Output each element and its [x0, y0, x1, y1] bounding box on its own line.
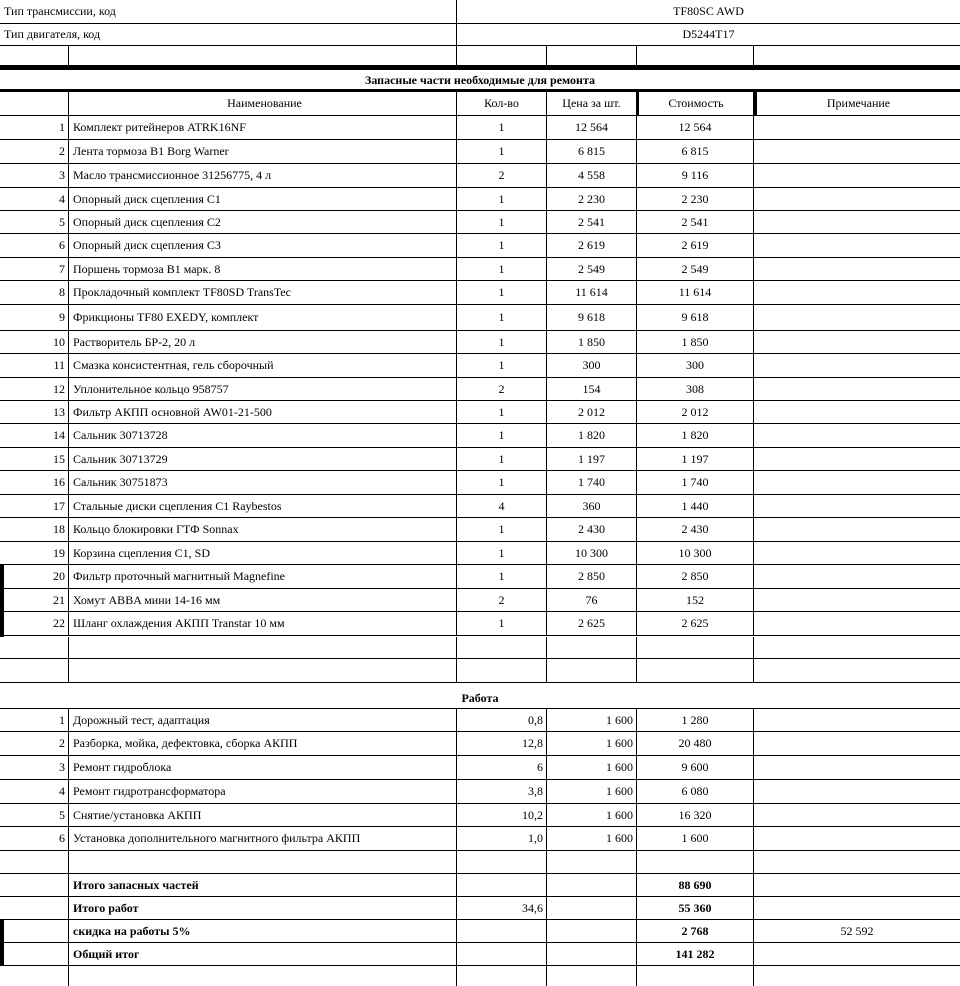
engine-row [0, 24, 960, 46]
row-cost: 12 564 [637, 116, 754, 139]
row-qty: 1 [457, 565, 547, 588]
row-note [754, 756, 960, 779]
row-number: 20 [0, 565, 69, 588]
empty-cell [547, 46, 637, 65]
empty-cell [0, 897, 69, 919]
row-number: 9 [0, 305, 69, 330]
row-qty: 6 [457, 756, 547, 779]
engine-label: Тип двигателя, код [0, 24, 457, 45]
discount-note: 52 592 [840, 923, 874, 938]
row-note [754, 612, 960, 635]
row-cost: 9 618 [637, 305, 754, 330]
total-parts-label: Итого запасных частей [69, 874, 457, 896]
row-qty: 1 [457, 234, 547, 257]
transmission-row [0, 0, 960, 24]
empty-cell [457, 851, 547, 873]
row-name: Лента тормоза В1 Borg Warner [69, 140, 457, 163]
empty-cell [547, 920, 637, 942]
row-number: 2 [0, 732, 69, 755]
row-price: 2 625 [547, 612, 637, 635]
row-cost: 16 320 [637, 804, 754, 826]
row-name: Установка дополнительного магнитного фильтра АКПП [69, 827, 457, 850]
row-price: 1 850 [547, 331, 637, 353]
row-name: Шланг охлаждения АКПП Transtar 10 мм [69, 612, 457, 635]
total-parts-value: 88 690 [637, 874, 754, 896]
row-note [754, 211, 960, 233]
row-cost: 9 116 [637, 164, 754, 187]
row-note [754, 331, 960, 353]
row-number: 15 [0, 448, 69, 470]
row-qty: 1 [457, 188, 547, 210]
header-price: Цена за шт. [547, 92, 637, 115]
row-price: 76 [547, 589, 637, 611]
row-price: 1 600 [547, 732, 637, 755]
row-price: 4 558 [547, 164, 637, 187]
row-cost: 2 430 [637, 518, 754, 541]
row-price: 1 600 [547, 709, 637, 731]
engine-value: D5244T17 [682, 27, 735, 41]
row-name: Фильтр АКПП основной AW01-21-500 [69, 401, 457, 423]
row-qty: 1 [457, 211, 547, 233]
row-name: Стальные диски сцепления С1 Raybestos [69, 495, 457, 517]
row-number: 8 [0, 281, 69, 304]
table-row [0, 211, 960, 234]
row-cost: 2 012 [637, 401, 754, 423]
header-cost: Стоимость [637, 92, 754, 115]
table-row [0, 401, 960, 424]
row-cost: 9 600 [637, 756, 754, 779]
row-number: 17 [0, 495, 69, 517]
row-name: Сальник 30713728 [69, 424, 457, 447]
row-price: 2 541 [547, 211, 637, 233]
row-note [754, 542, 960, 564]
empty-cell [0, 920, 69, 942]
row-cost: 1 440 [637, 495, 754, 517]
table-row [0, 354, 960, 378]
table-row [0, 827, 960, 851]
empty-cell [547, 637, 637, 658]
row-qty: 12,8 [457, 732, 547, 755]
row-note [754, 495, 960, 517]
header-number [0, 92, 69, 115]
row-number: 6 [0, 827, 69, 850]
row-name: Опорный диск сцепления С1 [69, 188, 457, 210]
row-number: 4 [0, 780, 69, 803]
table-row [0, 709, 960, 732]
row-name: Сальник 30713729 [69, 448, 457, 470]
empty-cell [69, 966, 457, 986]
row-name: Кольцо блокировки ГТФ Sonnax [69, 518, 457, 541]
discount-row [0, 920, 960, 943]
table-row [0, 518, 960, 542]
empty-cell [637, 966, 754, 986]
row-price: 2 850 [547, 565, 637, 588]
row-price: 2 430 [547, 518, 637, 541]
empty-cell [754, 966, 960, 986]
empty-cell [754, 874, 960, 896]
total-work-row [0, 897, 960, 920]
row-qty: 2 [457, 378, 547, 400]
row-note [754, 258, 960, 280]
row-price: 11 614 [547, 281, 637, 304]
table-row [0, 612, 960, 636]
row-number: 5 [0, 211, 69, 233]
empty-cell [547, 966, 637, 986]
row-cost: 152 [637, 589, 754, 611]
row-cost: 2 541 [637, 211, 754, 233]
row-note [754, 305, 960, 330]
parts-section-title-row [0, 66, 960, 92]
table-row [0, 542, 960, 565]
table-row [0, 234, 960, 258]
row-qty: 4 [457, 495, 547, 517]
spacer-row [0, 851, 960, 874]
header-note: Примечание [754, 92, 960, 115]
row-note [754, 140, 960, 163]
empty-cell [0, 874, 69, 896]
row-cost: 1 850 [637, 331, 754, 353]
total-work-hours: 34,6 [457, 897, 547, 919]
empty-cell [0, 943, 69, 965]
row-price: 10 300 [547, 542, 637, 564]
empty-cell [0, 659, 69, 682]
table-row [0, 732, 960, 756]
row-name: Разборка, мойка, дефектовка, сборка АКПП [69, 732, 457, 755]
row-price: 1 820 [547, 424, 637, 447]
total-work-label: Итого работ [69, 897, 457, 919]
row-cost: 2 850 [637, 565, 754, 588]
row-price: 154 [547, 378, 637, 400]
row-number: 16 [0, 471, 69, 494]
row-price: 1 600 [547, 827, 637, 850]
empty-cell [0, 851, 69, 873]
row-name: Растворитель БР-2, 20 л [69, 331, 457, 353]
grand-total-row [0, 943, 960, 966]
row-note [754, 448, 960, 470]
row-cost: 20 480 [637, 732, 754, 755]
empty-cell [457, 920, 547, 942]
row-qty: 1 [457, 448, 547, 470]
row-number: 10 [0, 331, 69, 353]
row-qty: 1 [457, 612, 547, 635]
row-cost: 1 280 [637, 709, 754, 731]
row-note [754, 471, 960, 494]
spacer-row [0, 46, 960, 66]
row-note [754, 354, 960, 377]
row-number: 1 [0, 709, 69, 731]
table-row [0, 780, 960, 804]
row-cost: 6 815 [637, 140, 754, 163]
transmission-label: Тип трансмиссии, код [0, 0, 457, 23]
row-name: Ремонт гидроблока [69, 756, 457, 779]
discount-label: скидка на работы 5% [69, 920, 457, 942]
empty-cell [754, 659, 960, 682]
work-section-title-row [0, 683, 960, 709]
empty-cell [637, 851, 754, 873]
table-row [0, 140, 960, 164]
empty-cell [69, 637, 457, 658]
table-row [0, 756, 960, 780]
row-cost: 2 625 [637, 612, 754, 635]
row-name: Опорный диск сцепления С2 [69, 211, 457, 233]
empty-cell [457, 966, 547, 986]
parts-header-row [0, 92, 960, 116]
row-note [754, 234, 960, 257]
row-name: Опорный диск сцепления С3 [69, 234, 457, 257]
row-note [754, 565, 960, 588]
table-row [0, 804, 960, 827]
row-number: 14 [0, 424, 69, 447]
row-qty: 1 [457, 140, 547, 163]
empty-cell [547, 897, 637, 919]
row-price: 2 012 [547, 401, 637, 423]
header-qty: Кол-во [457, 92, 547, 115]
row-note [754, 378, 960, 400]
row-note [754, 804, 960, 826]
row-note [754, 518, 960, 541]
left-border-accent [0, 565, 4, 637]
row-name: Комплект ритейнеров ATRK16NF [69, 116, 457, 139]
row-number: 22 [0, 612, 69, 635]
grand-total-label: Общий итог [69, 943, 457, 965]
row-qty: 1 [457, 424, 547, 447]
table-row [0, 565, 960, 589]
row-name: Фрикционы TF80 EXEDY, комплект [69, 305, 457, 330]
row-number: 6 [0, 234, 69, 257]
work-section-title: Работа [461, 691, 499, 705]
empty-cell [754, 897, 960, 919]
row-number: 7 [0, 258, 69, 280]
row-qty: 1 [457, 258, 547, 280]
row-qty: 10,2 [457, 804, 547, 826]
row-number: 13 [0, 401, 69, 423]
grand-total-value: 141 282 [637, 943, 754, 965]
row-cost: 6 080 [637, 780, 754, 803]
table-row [0, 378, 960, 401]
row-price: 6 815 [547, 140, 637, 163]
row-qty: 3,8 [457, 780, 547, 803]
empty-cell [0, 637, 69, 658]
empty-cell [69, 851, 457, 873]
row-number: 3 [0, 164, 69, 187]
row-price: 360 [547, 495, 637, 517]
row-price: 1 600 [547, 780, 637, 803]
row-name: Ремонт гидротрансформатора [69, 780, 457, 803]
row-cost: 2 230 [637, 188, 754, 210]
empty-cell [754, 851, 960, 873]
table-row [0, 331, 960, 354]
empty-cell [457, 46, 547, 65]
row-note [754, 780, 960, 803]
row-price: 1 740 [547, 471, 637, 494]
row-name: Хомут ABBA мини 14-16 мм [69, 589, 457, 611]
empty-cell [457, 943, 547, 965]
empty-cell [547, 659, 637, 682]
row-qty: 2 [457, 164, 547, 187]
empty-cell [754, 46, 960, 65]
row-number: 1 [0, 116, 69, 139]
row-number: 11 [0, 354, 69, 377]
row-number: 4 [0, 188, 69, 210]
row-number: 2 [0, 140, 69, 163]
table-row [0, 116, 960, 140]
table-row [0, 589, 960, 612]
row-qty: 1 [457, 331, 547, 353]
row-note [754, 709, 960, 731]
parts-section-title: Запасные части необходимые для ремонта [364, 73, 596, 87]
row-note [754, 424, 960, 447]
row-number: 12 [0, 378, 69, 400]
empty-cell [637, 659, 754, 682]
row-number: 21 [0, 589, 69, 611]
row-cost: 1 197 [637, 448, 754, 470]
empty-cell [457, 637, 547, 658]
spacer-row [0, 966, 960, 986]
row-price: 12 564 [547, 116, 637, 139]
table-row [0, 424, 960, 448]
row-price: 2 549 [547, 258, 637, 280]
row-qty: 1 [457, 116, 547, 139]
row-number: 5 [0, 804, 69, 826]
row-price: 2 619 [547, 234, 637, 257]
total-parts-row [0, 874, 960, 897]
transmission-value: TF80SC AWD [673, 4, 744, 18]
row-cost: 1 600 [637, 827, 754, 850]
table-row [0, 258, 960, 281]
table-row [0, 164, 960, 188]
empty-cell [637, 637, 754, 658]
row-qty: 1 [457, 401, 547, 423]
row-cost: 10 300 [637, 542, 754, 564]
empty-cell [547, 943, 637, 965]
row-qty: 1 [457, 281, 547, 304]
row-qty: 2 [457, 589, 547, 611]
table-row [0, 448, 960, 471]
row-qty: 1,0 [457, 827, 547, 850]
row-qty: 1 [457, 305, 547, 330]
row-note [754, 164, 960, 187]
table-row [0, 495, 960, 518]
row-name: Смазка консистентная, гель сборочный [69, 354, 457, 377]
row-name: Уплонительное кольцо 958757 [69, 378, 457, 400]
row-note [754, 589, 960, 611]
left-border-accent [0, 920, 4, 966]
row-price: 1 600 [547, 804, 637, 826]
empty-cell [547, 851, 637, 873]
empty-cell [547, 874, 637, 896]
row-cost: 308 [637, 378, 754, 400]
row-note [754, 116, 960, 139]
empty-cell [0, 46, 69, 65]
row-name: Прокладочный комплект TF80SD TransTec [69, 281, 457, 304]
empty-cell [754, 637, 960, 658]
spacer-row [0, 637, 960, 659]
empty-cell [457, 659, 547, 682]
empty-cell [0, 966, 69, 986]
total-work-value: 55 360 [637, 897, 754, 919]
row-note [754, 401, 960, 423]
row-price: 1 197 [547, 448, 637, 470]
row-qty: 0,8 [457, 709, 547, 731]
row-number: 18 [0, 518, 69, 541]
row-number: 3 [0, 756, 69, 779]
row-name: Снятие/установка АКПП [69, 804, 457, 826]
row-note [754, 281, 960, 304]
row-qty: 1 [457, 354, 547, 377]
row-price: 2 230 [547, 188, 637, 210]
row-name: Корзина сцепления С1, SD [69, 542, 457, 564]
row-cost: 1 820 [637, 424, 754, 447]
row-price: 300 [547, 354, 637, 377]
row-name: Сальник 30751873 [69, 471, 457, 494]
row-qty: 1 [457, 518, 547, 541]
row-cost: 11 614 [637, 281, 754, 304]
row-note [754, 732, 960, 755]
row-cost: 300 [637, 354, 754, 377]
empty-cell [69, 659, 457, 682]
discount-value: 2 768 [637, 920, 754, 942]
row-number: 19 [0, 542, 69, 564]
table-row [0, 471, 960, 495]
row-note [754, 188, 960, 210]
spacer-row [0, 659, 960, 683]
empty-cell [69, 46, 457, 65]
empty-cell [754, 943, 960, 965]
row-name: Дорожный тест, адаптация [69, 709, 457, 731]
table-row [0, 281, 960, 305]
row-name: Поршень тормоза В1 марк. 8 [69, 258, 457, 280]
row-name: Масло трансмиссионное 31256775, 4 л [69, 164, 457, 187]
header-name: Наименование [69, 92, 457, 115]
row-price: 1 600 [547, 756, 637, 779]
empty-cell [637, 46, 754, 65]
row-qty: 1 [457, 471, 547, 494]
row-cost: 1 740 [637, 471, 754, 494]
row-qty: 1 [457, 542, 547, 564]
row-note [754, 827, 960, 850]
row-price: 9 618 [547, 305, 637, 330]
empty-cell [457, 874, 547, 896]
table-row [0, 188, 960, 211]
table-row [0, 305, 960, 331]
row-cost: 2 549 [637, 258, 754, 280]
row-cost: 2 619 [637, 234, 754, 257]
row-name: Фильтр проточный магнитный Magnefine [69, 565, 457, 588]
